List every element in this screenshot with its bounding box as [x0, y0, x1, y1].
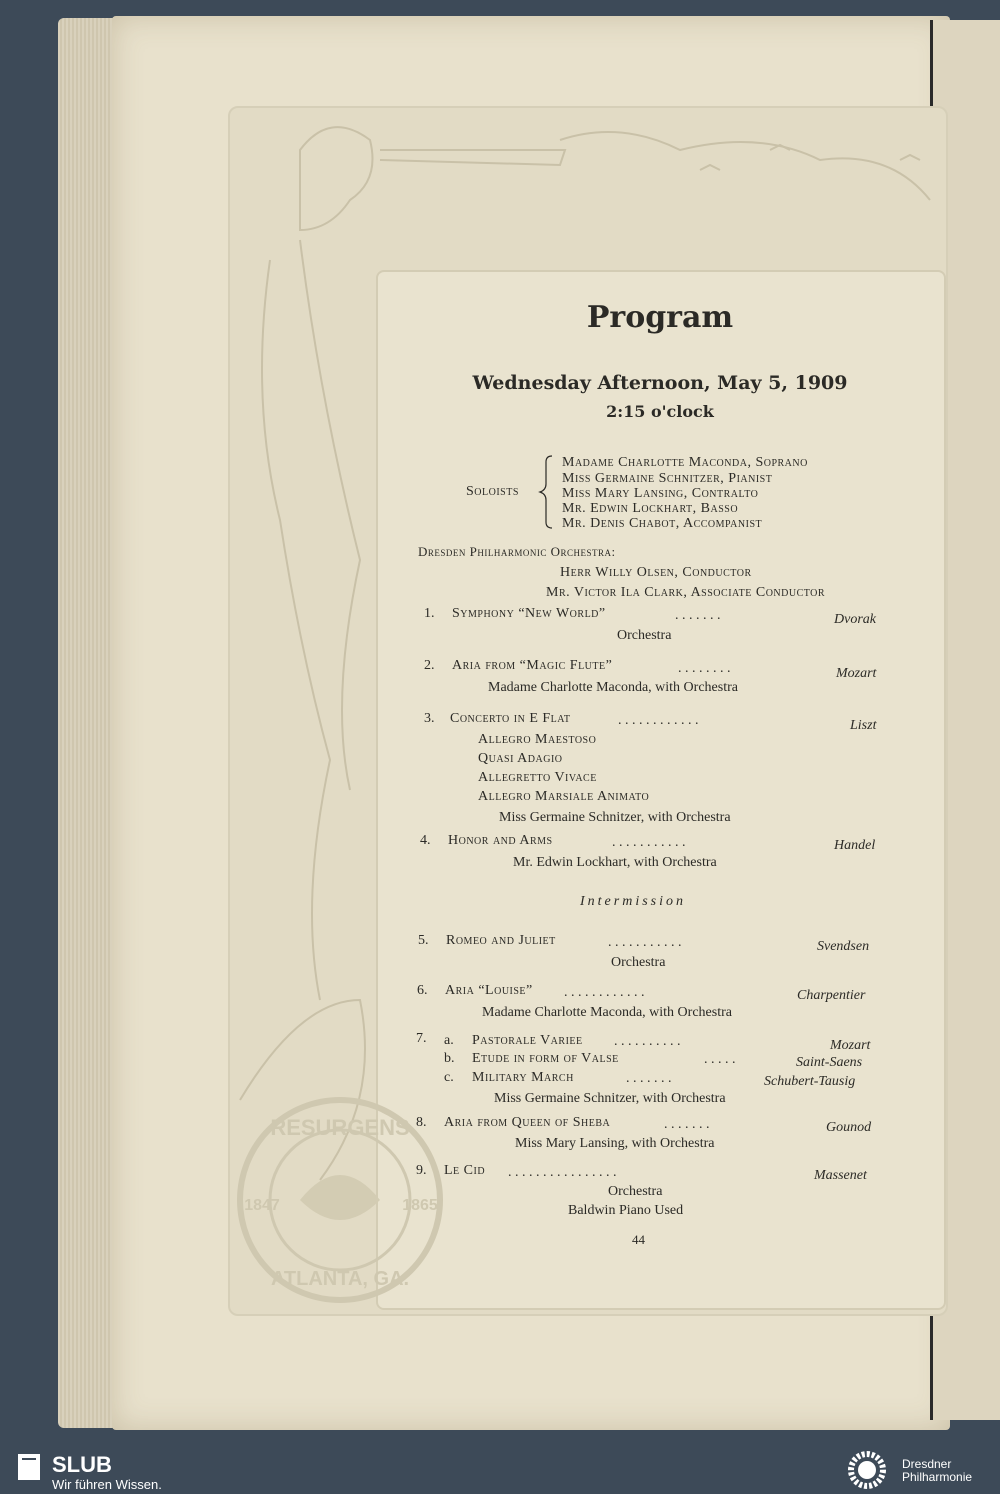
soloist-5: Mr. Denis Chabot, Accompanist	[562, 516, 763, 531]
part-leader: . . . . . . . . . .	[614, 1034, 681, 1049]
item-title: Aria “Louise”	[445, 983, 533, 998]
orchestra-label: Dresden Philharmonic Orchestra:	[418, 544, 616, 559]
svg-text:RESURGENS: RESURGENS	[270, 1115, 410, 1140]
item-performer: Orchestra	[611, 955, 666, 970]
part-title: Etude in form of Valse	[472, 1051, 619, 1066]
part-letter: a.	[444, 1033, 454, 1048]
item-number: 6.	[417, 983, 428, 998]
piano-note: Baldwin Piano Used	[568, 1203, 684, 1218]
svg-text:ATLANTA, GA.: ATLANTA, GA.	[270, 1268, 410, 1290]
resurgens-seal	[240, 1100, 440, 1300]
item-number: 8.	[416, 1115, 427, 1130]
part-composer: Schubert-Tausig	[764, 1074, 856, 1089]
book-icon	[14, 1450, 44, 1484]
conductor-1: Herr Willy Olsen, Conductor	[560, 565, 752, 580]
item-performer: Madame Charlotte Maconda, with Orchestra	[488, 680, 738, 695]
item-leader: . . . . . . . . . . .	[608, 935, 682, 950]
item-leader: . . . . . . . . . . . .	[618, 713, 699, 728]
item-title: Symphony “New World”	[452, 606, 606, 621]
item-performer: Orchestra	[608, 1184, 663, 1199]
movement: Quasi Adagio	[478, 751, 563, 766]
item-title: Aria from Queen of Sheba	[444, 1115, 611, 1130]
item-composer: Gounod	[826, 1120, 872, 1135]
soloist-2: Miss Germaine Schnitzer, Pianist	[562, 471, 773, 486]
date-heading: Wednesday Afternoon, May 5, 1909	[472, 372, 848, 394]
item-title: Romeo and Juliet	[446, 933, 556, 948]
partner-line-1: Dresdner	[902, 1457, 952, 1471]
philharmonie-emblem-icon	[842, 1448, 892, 1492]
soloists-label: Soloists	[466, 484, 519, 499]
conductor-2: Mr. Victor Ila Clark, Associate Conductor	[546, 585, 826, 600]
item-leader: . . . . . . .	[664, 1117, 710, 1132]
item-performer: Miss Germaine Schnitzer, with Orchestra	[494, 1091, 726, 1106]
item-composer: Massenet	[814, 1168, 867, 1183]
item-number: 9.	[416, 1163, 427, 1178]
item-performer: Miss Germaine Schnitzer, with Orchestra	[499, 810, 731, 825]
part-letter: b.	[444, 1051, 455, 1066]
item-number: 4.	[420, 833, 431, 848]
item-number: 3.	[424, 711, 435, 726]
item-performer: Miss Mary Lansing, with Orchestra	[515, 1136, 715, 1151]
page-title: Program	[586, 300, 734, 335]
partner-logo[interactable]	[902, 1458, 972, 1484]
movement: Allegro Marsiale Animato	[478, 789, 650, 804]
svg-text:1847: 1847	[244, 1197, 280, 1214]
item-number: 7.	[416, 1031, 427, 1046]
item-composer: Dvorak	[834, 612, 876, 627]
soloist-1: Madame Charlotte Maconda, Soprano	[562, 455, 808, 470]
item-title: Honor and Arms	[448, 833, 553, 848]
item-composer: Svendsen	[817, 939, 870, 954]
item-performer: Madame Charlotte Maconda, with Orchestra	[482, 1005, 732, 1020]
part-letter: c.	[444, 1070, 454, 1085]
item-composer: Charpentier	[797, 988, 866, 1003]
item-number: 1.	[424, 606, 435, 621]
movement: Allegretto Vivace	[478, 770, 597, 785]
soloists-brace	[540, 456, 552, 528]
item-leader: . . . . . . .	[675, 608, 721, 623]
page-number: 44	[632, 1232, 645, 1247]
library-logo[interactable]: SLUB	[52, 1452, 112, 1477]
part-composer: Mozart	[830, 1038, 871, 1053]
item-composer: Liszt	[850, 718, 877, 733]
item-leader: . . . . . . . . . . .	[612, 835, 686, 850]
item-performer: Mr. Edwin Lockhart, with Orchestra	[513, 855, 717, 870]
movement: Allegro Maestoso	[478, 732, 597, 747]
item-title: Concerto in E Flat	[450, 711, 571, 726]
svg-text:1865: 1865	[402, 1197, 438, 1214]
item-composer: Handel	[834, 838, 876, 853]
part-title: Military March	[472, 1070, 574, 1085]
item-composer: Mozart	[836, 666, 877, 681]
part-title: Pastorale Variee	[472, 1033, 583, 1048]
item-title: Aria from “Magic Flute”	[452, 658, 613, 673]
intermission: Intermission	[580, 894, 686, 909]
item-title: Le Cid	[444, 1163, 486, 1178]
item-leader: . . . . . . . . . . . .	[564, 985, 645, 1000]
part-leader: . . . . . . .	[626, 1071, 672, 1086]
soloist-4: Mr. Edwin Lockhart, Basso	[562, 501, 739, 516]
partner-line-2: Philharmonie	[902, 1470, 973, 1484]
part-leader: . . . . .	[704, 1052, 736, 1067]
item-number: 2.	[424, 658, 435, 673]
soloist-3: Miss Mary Lansing, Contralto	[562, 486, 759, 501]
item-leader: . . . . . . . .	[678, 661, 731, 676]
item-leader: . . . . . . . . . . . . . . . .	[508, 1165, 617, 1180]
item-performer: Orchestra	[617, 628, 672, 643]
time-heading: 2:15 o'clock	[606, 402, 714, 421]
library-tagline: Wir führen Wissen.	[52, 1477, 162, 1492]
part-composer: Saint-Saens	[796, 1055, 863, 1070]
item-number: 5.	[418, 933, 429, 948]
